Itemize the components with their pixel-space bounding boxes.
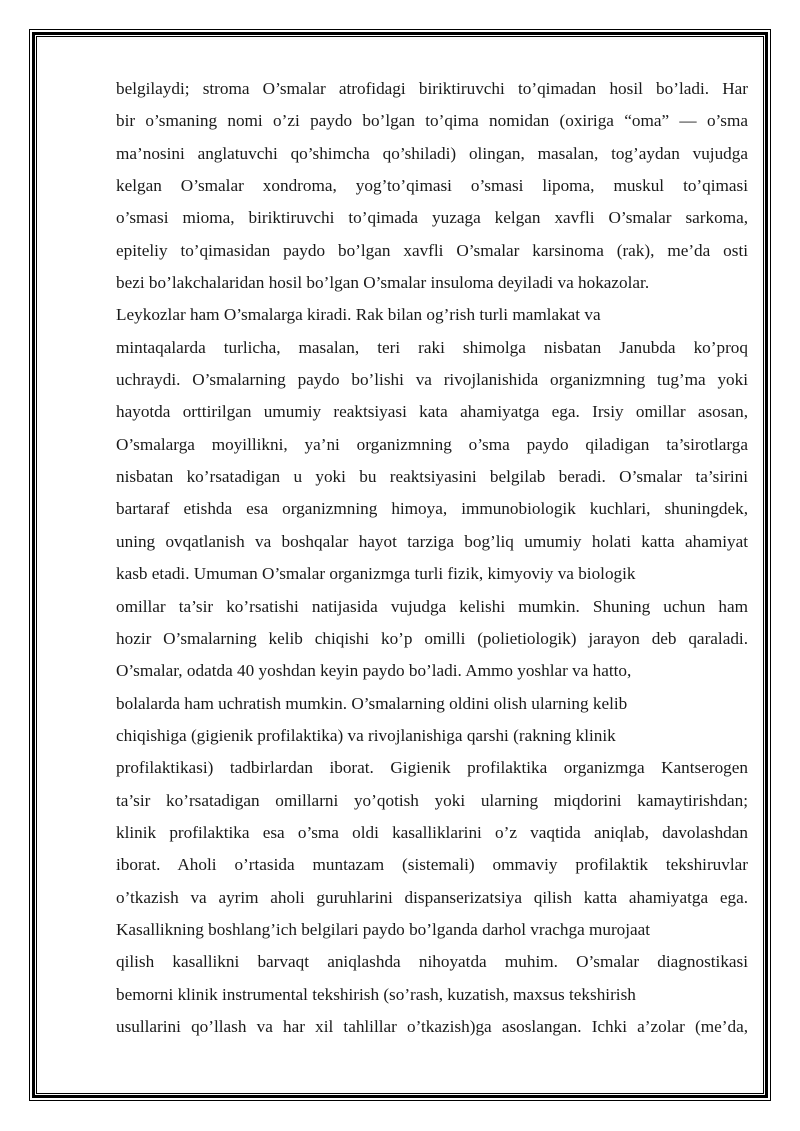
text-line: uning ovqatlanish va boshqalar hayot tarziga bog’liq umumiy holati katta ahamiyat [116, 531, 748, 551]
text-line: o’smasi mioma, biriktiruvchi to’qimada yuzaga kelgan xavfli O’smalar sarkoma, [116, 208, 748, 228]
text-line: omillar ta’sir ko’rsatishi natijasida vujudga kelishi mumkin. Shuning uchun ham [116, 596, 748, 616]
text-line: mintaqalarda turlicha, masalan, teri raki shimolga nisbatan Janubda ko’proq [116, 337, 748, 357]
text-line: qilish kasallikni barvaqt aniqlashda nihoyatda muhim. O’smalar diagnostikasi [116, 952, 748, 972]
text-line: bemorni klinik instrumental tekshirish (so’rash, kuzatish, maxsus tekshirish [116, 984, 636, 1004]
text-line: belgilaydi; stroma O’smalar atrofidagi biriktiruvchi to’qimadan hosil bo’ladi. Har [116, 79, 748, 98]
document-body [116, 73, 748, 1043]
text-line: bezi bo’lakchalaridan hosil bo’lgan O’smalar insuloma deyiladi va hokazolar. [116, 273, 650, 293]
text-line: hayotda orttirilgan umumiy reaktsiyasi kata ahamiyatga ega. Irsiy omillar asosan, [116, 402, 748, 422]
text-line: kelgan O’smalar xondroma, yog’to’qimasi o’smasi lipoma, muskul to’qimasi [116, 176, 748, 196]
text-line: klinik profilaktika esa o’sma oldi kasalliklarini o’z vaqtida aniqlab, davolashdan [116, 822, 748, 842]
text-line: chiqishiga (gigienik profilaktika) va rivojlanishiga qarshi (rakning klinik [116, 725, 616, 745]
text-line: profilaktikasi) tadbirlardan iborat. Gigienik profilaktika organizmga Kantserogen [116, 758, 748, 778]
text-line: usullarini qo’llash va har xil tahlillar o’tkazish)ga asoslangan. Ichki a’zolar (me’da, [116, 1016, 748, 1036]
text-line: O’smalar, odatda 40 yoshdan keyin paydo bo’ladi. Ammo yoshlar va hatto, [116, 661, 632, 681]
text-line: bolalarda ham uchratish mumkin. O’smalarning oldini olish ularning kelib [116, 693, 628, 713]
text-line: ma’nosini anglatuvchi qo’shimcha qo’shiladi) olingan, masalan, tog’aydan vujudga [116, 143, 748, 163]
text-line: epiteliy to’qimasidan paydo bo’lgan xavfli O’smalar karsinoma (rak), me’da osti [116, 240, 748, 260]
text-line: o’tkazish va ayrim aholi guruhlarini dispanserizatsiya qilish katta ahamiyatga ega. [116, 887, 748, 907]
text-line: nisbatan ko’rsatadigan u yoki bu reaktsiyasini belgilab beradi. O’smalar ta’sirini [116, 467, 748, 487]
text-line: iborat. Aholi o’rtasida muntazam (sistemali) ommaviy profilaktik tekshiruvlar [116, 855, 748, 875]
text-line: kasb etadi. Umuman O’smalar organizmga turli fizik, kimyoviy va biologik [116, 564, 636, 584]
text-line: Leykozlar ham O’smalarga kiradi. Rak bilan og’rish turli mamlakat va [116, 305, 601, 325]
text-line: bir o’smaning nomi o’zi paydo bo’lgan to’qima nomidan (oxiriga “oma” — o’sma [116, 111, 748, 131]
text-line: uchraydi. O’smalarning paydo bo’lishi va rivojlanishida organizmning tug’ma yoki [116, 370, 748, 390]
text-line: Kasallikning boshlang’ich belgilari paydo bo’lganda darhol vrachga murojaat [116, 919, 651, 939]
text-line: hozir O’smalarning kelib chiqishi ko’p omilli (polietiologik) jarayon deb qaraladi. [116, 628, 748, 648]
text-line: O’smalarga moyillikni, ya’ni organizmning o’sma paydo qiladigan ta’sirotlarga [116, 434, 748, 454]
text-line: ta’sir ko’rsatadigan omillarni yo’qotish yoki ularning miqdorini kamaytirishdan; [116, 790, 748, 810]
text-line: bartaraf etishda esa organizmning himoya, immunobiologik kuchlari, shuningdek, [116, 499, 748, 519]
